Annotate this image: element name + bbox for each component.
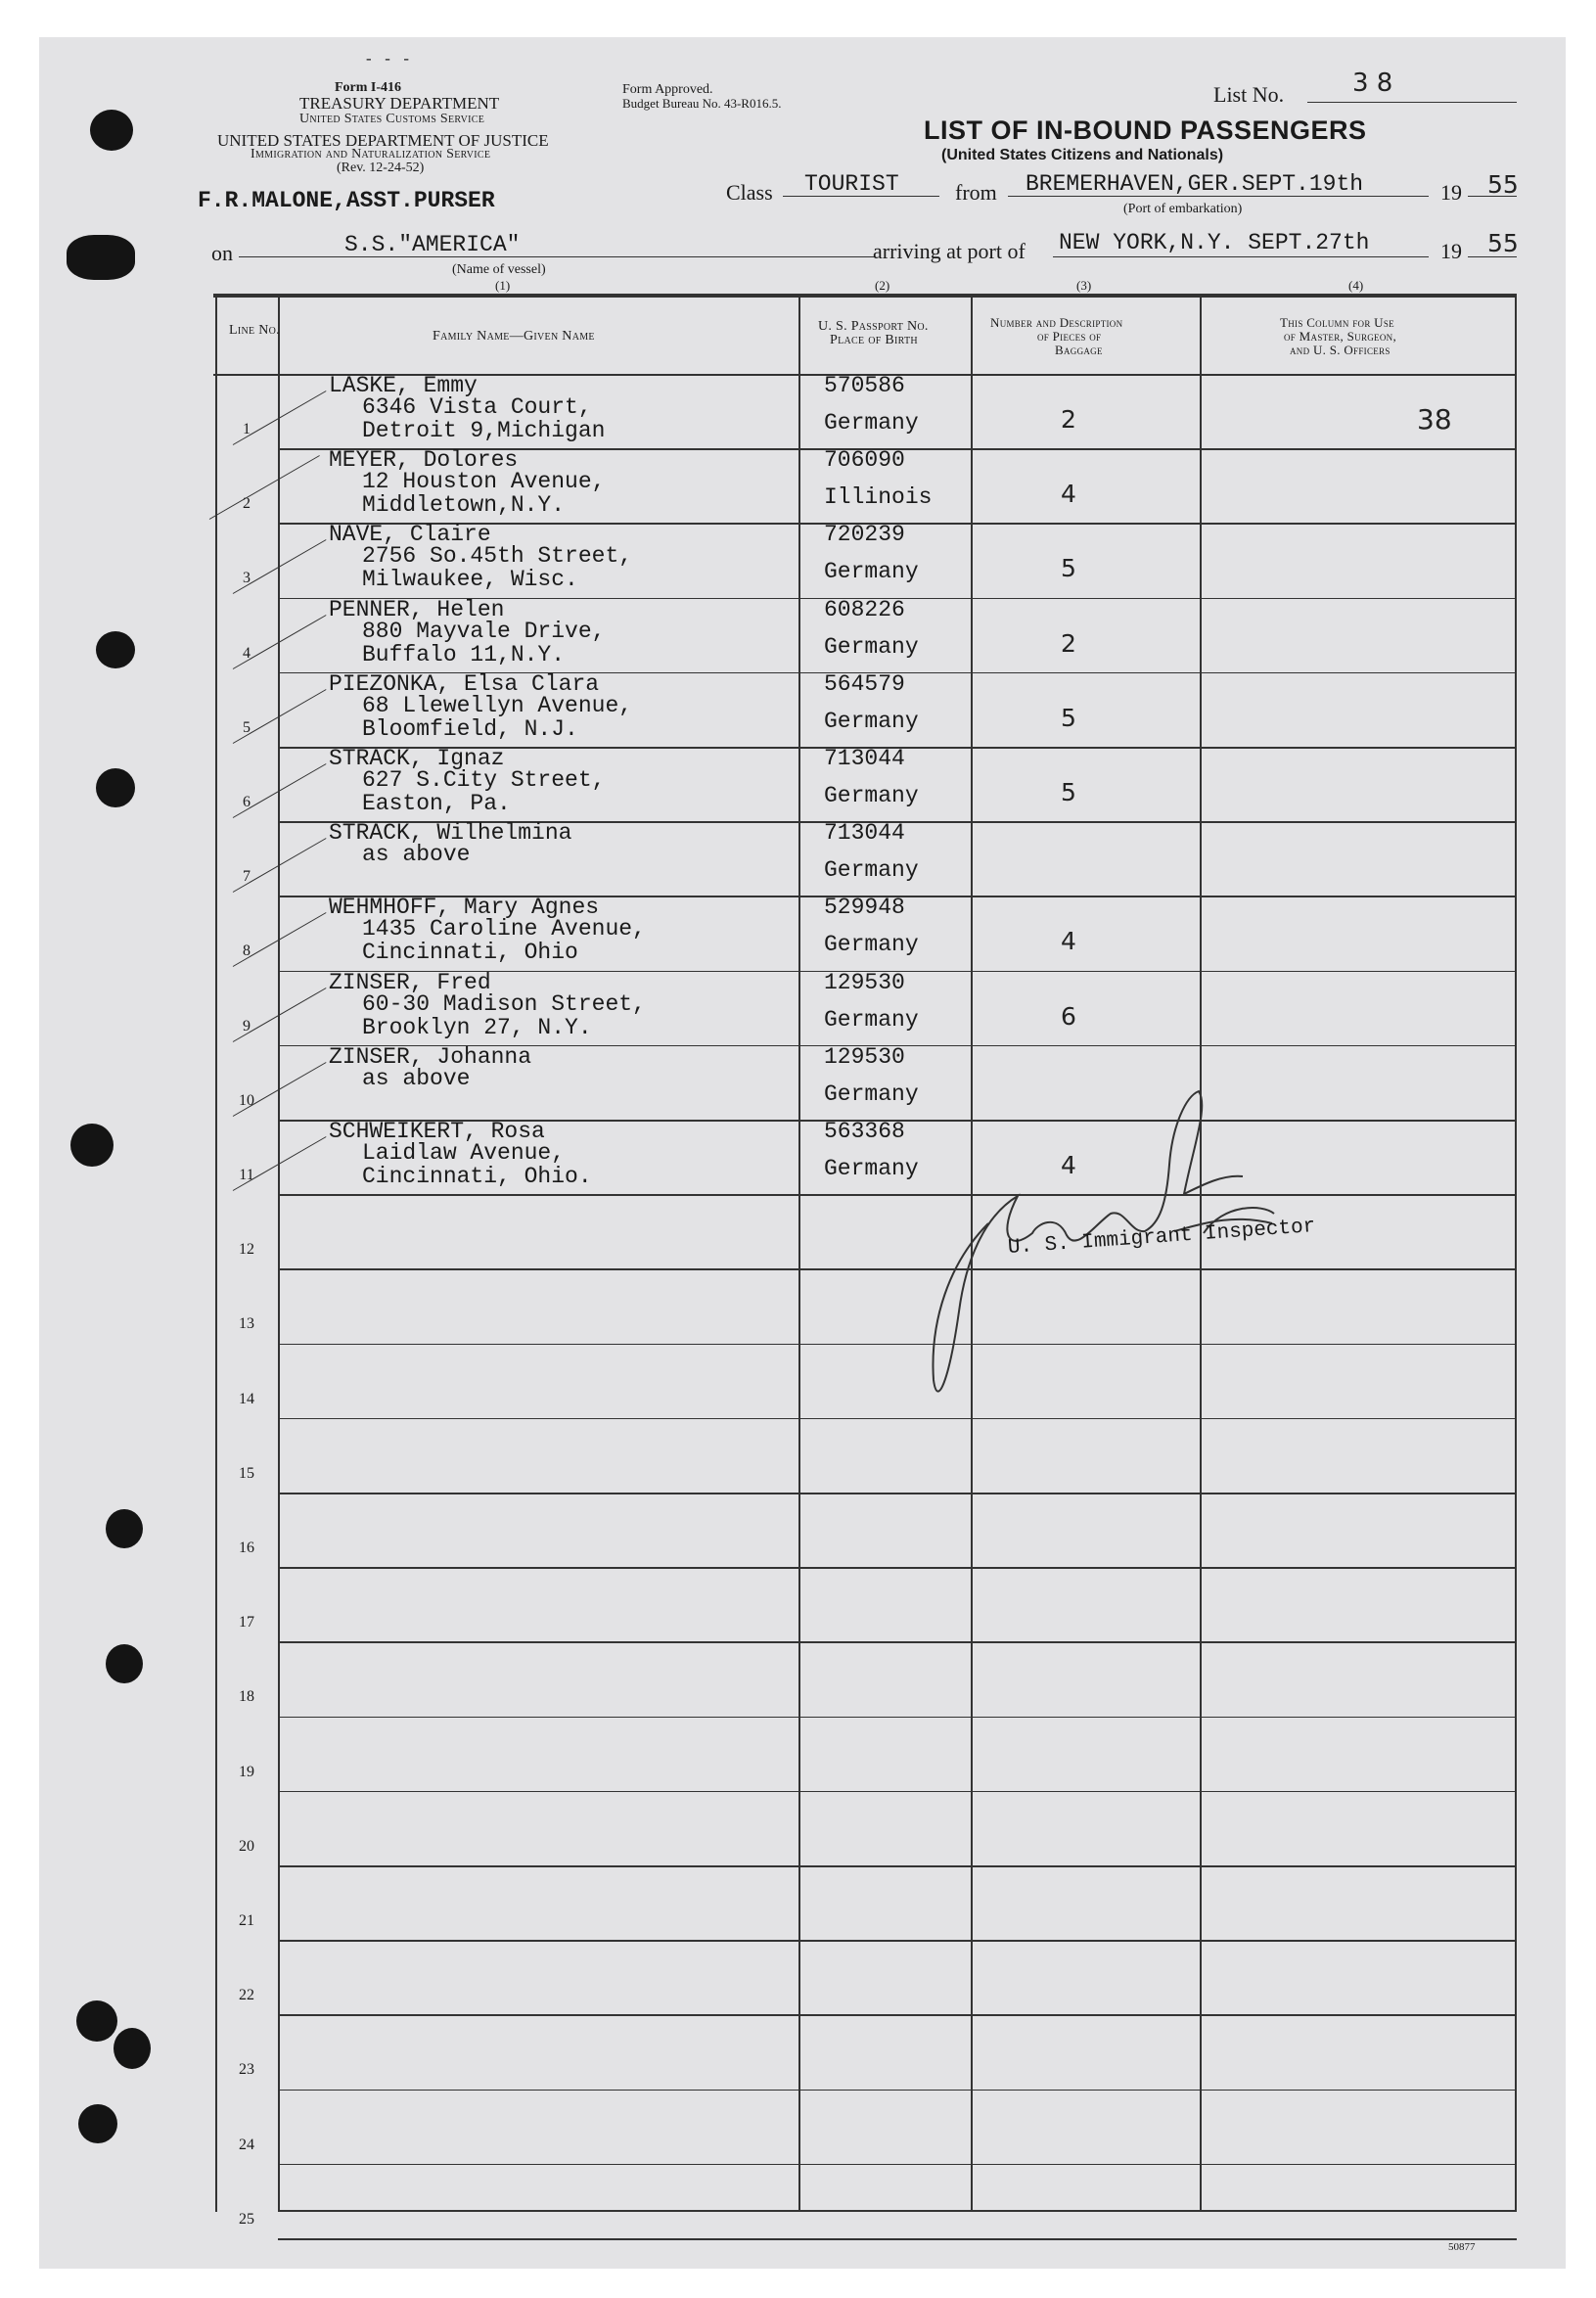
passenger-address-2: Cincinnati, Ohio bbox=[362, 940, 578, 966]
passenger-address-2: Middletown,N.Y. bbox=[362, 492, 566, 519]
on-label: on bbox=[211, 241, 233, 265]
passenger-address: Laidlaw Avenue, bbox=[362, 1140, 566, 1166]
place-of-birth: Germany bbox=[824, 857, 919, 884]
line-number: 15 bbox=[239, 1464, 254, 1482]
row-rule bbox=[278, 2164, 1517, 2166]
line-number: 3 bbox=[243, 570, 251, 587]
passenger-address: 12 Houston Avenue, bbox=[362, 469, 606, 495]
line-number: 2 bbox=[243, 495, 251, 513]
col-baggage-header-3: Baggage bbox=[1055, 343, 1103, 357]
class-label: Class bbox=[726, 180, 773, 205]
passenger-address: as above bbox=[362, 1065, 471, 1091]
list-no-label: List No. bbox=[1213, 82, 1285, 107]
line-number: 1 bbox=[243, 421, 251, 437]
place-of-birth: Germany bbox=[824, 633, 919, 660]
row-rule bbox=[278, 2014, 1517, 2016]
col2-number: (2) bbox=[875, 278, 890, 293]
baggage-count: 4 bbox=[1061, 480, 1076, 509]
page-title: LIST OF IN-BOUND PASSENGERS bbox=[924, 115, 1367, 145]
passenger-name: WEHMHOFF, Mary Agnes bbox=[329, 895, 600, 921]
purser-name: F.R.MALONE,ASST.PURSER bbox=[198, 188, 495, 213]
row-rule bbox=[278, 2238, 1517, 2240]
passport-number: 563368 bbox=[824, 1119, 905, 1144]
baggage-count: 5 bbox=[1061, 778, 1076, 806]
line-number: 18 bbox=[239, 1688, 254, 1706]
passenger-address: as above bbox=[362, 842, 471, 868]
baggage-count: 2 bbox=[1061, 628, 1076, 658]
year-value: 55 bbox=[1487, 170, 1519, 199]
baggage-count: 2 bbox=[1061, 405, 1076, 434]
inspector-stamp: U. S. Immigrant Inspector bbox=[1007, 1216, 1317, 1260]
passport-number: 713044 bbox=[824, 746, 905, 771]
col-baggage-header-2: of Pieces of bbox=[1037, 329, 1102, 344]
year2-prefix: 19 bbox=[1440, 239, 1462, 263]
embarkation-value: BREMERHAVEN,GER.SEPT.19th bbox=[1026, 171, 1364, 197]
header-dashes: - - - bbox=[364, 51, 412, 69]
passenger-address-2: Buffalo 11,N.Y. bbox=[362, 641, 566, 667]
passenger-address: 2756 So.45th Street, bbox=[362, 543, 633, 570]
line-number: 20 bbox=[239, 1837, 254, 1855]
place-of-birth: Germany bbox=[824, 410, 919, 436]
line-number: 16 bbox=[239, 1540, 254, 1556]
arriving-label: arriving at port of bbox=[873, 239, 1026, 263]
place-of-birth: Germany bbox=[824, 559, 919, 585]
col-officer-header: This Column for Use bbox=[1280, 315, 1394, 330]
line-number: 14 bbox=[239, 1390, 254, 1407]
line-number: 25 bbox=[239, 2210, 254, 2228]
col4-number: (4) bbox=[1348, 278, 1364, 293]
punch-hole bbox=[114, 2028, 151, 2069]
line-number: 19 bbox=[239, 1763, 254, 1780]
line-number: 8 bbox=[243, 942, 251, 960]
row-rule bbox=[278, 1641, 1517, 1643]
punch-hole bbox=[67, 235, 135, 280]
line-number: 21 bbox=[239, 1912, 254, 1929]
punch-hole bbox=[96, 631, 135, 668]
passenger-address: 6346 Vista Court, bbox=[362, 394, 592, 420]
line-number: 10 bbox=[239, 1091, 254, 1109]
passport-number: 720239 bbox=[824, 522, 905, 548]
passenger-name: ZINSER, Johanna bbox=[329, 1043, 532, 1070]
place-of-birth: Germany bbox=[824, 1006, 919, 1033]
vessel-value: S.S."AMERICA" bbox=[344, 232, 521, 257]
form-approved: Form Approved. bbox=[622, 82, 713, 97]
passenger-address-2: Easton, Pa. bbox=[362, 791, 511, 816]
line-number: 23 bbox=[239, 2061, 254, 2079]
treasury-department: TREASURY DEPARTMENT bbox=[299, 94, 500, 113]
line-number: 11 bbox=[239, 1167, 254, 1183]
col-birth-header: Place of Birth bbox=[830, 333, 918, 347]
page-subtitle: (United States Citizens and Nationals) bbox=[941, 147, 1224, 163]
embarkation-caption: (Port of embarkation) bbox=[1123, 202, 1243, 216]
passport-number: 608226 bbox=[824, 596, 905, 622]
ins-service: Immigration and Naturalization Service bbox=[251, 147, 491, 161]
passenger-address: 627 S.City Street, bbox=[362, 767, 606, 793]
passenger-name: SCHWEIKERT, Rosa bbox=[329, 1119, 545, 1144]
passport-number: 570586 bbox=[824, 373, 905, 398]
punch-hole bbox=[70, 1124, 114, 1167]
place-of-birth: Illinois bbox=[824, 484, 933, 511]
passenger-address: 68 Llewellyn Avenue, bbox=[362, 692, 633, 718]
punch-hole bbox=[96, 768, 135, 807]
passenger-name: NAVE, Claire bbox=[329, 522, 491, 548]
col-line-no-header: Line No. bbox=[229, 323, 280, 338]
line-number: 17 bbox=[239, 1614, 254, 1632]
passenger-address: 880 Mayvale Drive, bbox=[362, 618, 606, 644]
row-rule bbox=[278, 1940, 1517, 1942]
from-label: from bbox=[955, 180, 997, 205]
row-rule bbox=[278, 1717, 1517, 1719]
passport-number: 129530 bbox=[824, 1043, 905, 1070]
place-of-birth: Germany bbox=[824, 1080, 919, 1107]
punch-hole bbox=[76, 2000, 117, 2042]
baggage-count: 5 bbox=[1061, 703, 1076, 732]
passenger-address-2: Brooklyn 27, N.Y. bbox=[362, 1014, 592, 1040]
punch-hole bbox=[106, 1509, 143, 1548]
passport-number: 713044 bbox=[824, 820, 905, 847]
line-number: 4 bbox=[243, 644, 251, 662]
passenger-name: PIEZONKA, Elsa Clara bbox=[329, 670, 600, 697]
line-number: 22 bbox=[239, 1987, 254, 2004]
line-number: 9 bbox=[243, 1017, 251, 1034]
row-rule bbox=[278, 1567, 1517, 1569]
passenger-address-2: Cincinnati, Ohio. bbox=[362, 1164, 592, 1189]
passenger-name: PENNER, Helen bbox=[329, 596, 505, 622]
col-officer-header-2: of Master, Surgeon, bbox=[1284, 329, 1396, 344]
passenger-name: MEYER, Dolores bbox=[329, 447, 519, 474]
passenger-address-2: Bloomfield, N.J. bbox=[362, 715, 578, 742]
line-number: 7 bbox=[243, 868, 251, 886]
baggage-count: 4 bbox=[1061, 927, 1076, 956]
passenger-name: STRACK, Ignaz bbox=[329, 746, 505, 771]
line-number: 24 bbox=[239, 2136, 254, 2153]
form-revision: (Rev. 12-24-52) bbox=[337, 161, 425, 175]
passenger-address-2: Milwaukee, Wisc. bbox=[362, 567, 578, 593]
budget-bureau: Budget Bureau No. 43-R016.5. bbox=[622, 96, 782, 111]
col-name-header: Family Name—Given Name bbox=[433, 329, 595, 344]
row-rule bbox=[278, 1791, 1517, 1793]
officer-mark: 38 bbox=[1417, 403, 1452, 436]
footer-code: 50877 bbox=[1448, 2241, 1476, 2253]
year-prefix: 19 bbox=[1440, 180, 1462, 205]
col-passport-header: U. S. Passport No. bbox=[818, 319, 929, 334]
list-no-value: 3 8 bbox=[1352, 69, 1393, 98]
col3-number: (3) bbox=[1076, 278, 1092, 293]
passenger-address-2: Detroit 9,Michigan bbox=[362, 418, 606, 443]
row-rule bbox=[278, 1418, 1517, 1420]
line-number: 6 bbox=[243, 794, 251, 810]
col-officer-header-3: and U. S. Officers bbox=[1290, 343, 1391, 357]
punch-hole bbox=[90, 110, 133, 151]
baggage-count: 4 bbox=[1061, 1151, 1076, 1179]
passport-number: 706090 bbox=[824, 447, 905, 474]
passport-number: 129530 bbox=[824, 969, 905, 995]
line-number: 5 bbox=[243, 718, 251, 736]
place-of-birth: Germany bbox=[824, 1156, 919, 1181]
place-of-birth: Germany bbox=[824, 932, 919, 958]
row-rule bbox=[278, 1493, 1517, 1494]
passenger-name: LASKE, Emmy bbox=[329, 373, 478, 398]
department-of-justice: UNITED STATES DEPARTMENT OF JUSTICE bbox=[217, 131, 549, 150]
class-value: TOURIST bbox=[804, 171, 899, 197]
vessel-caption: (Name of vessel) bbox=[452, 262, 546, 277]
passport-number: 529948 bbox=[824, 895, 905, 921]
place-of-birth: Germany bbox=[824, 783, 919, 808]
line-number: 13 bbox=[239, 1315, 254, 1333]
passenger-name: STRACK, Wilhelmina bbox=[329, 820, 572, 847]
place-of-birth: Germany bbox=[824, 708, 919, 734]
form-number: Form I-416 bbox=[335, 80, 402, 95]
punch-hole bbox=[106, 1644, 143, 1683]
passenger-name: ZINSER, Fred bbox=[329, 969, 491, 995]
punch-hole bbox=[78, 2104, 117, 2143]
passenger-address: 60-30 Madison Street, bbox=[362, 990, 646, 1017]
passport-number: 564579 bbox=[824, 670, 905, 697]
year2-value: 55 bbox=[1487, 229, 1519, 257]
line-number: 12 bbox=[239, 1241, 254, 1259]
col-baggage-header: Number and Description bbox=[990, 315, 1123, 330]
baggage-count: 5 bbox=[1061, 554, 1076, 583]
customs-service: United States Customs Service bbox=[299, 112, 485, 126]
col1-number: (1) bbox=[495, 278, 511, 293]
baggage-count: 6 bbox=[1061, 1001, 1076, 1031]
passenger-address: 1435 Caroline Avenue, bbox=[362, 916, 646, 942]
row-rule bbox=[278, 2090, 1517, 2091]
row-rule bbox=[278, 1865, 1517, 1867]
arrival-value: NEW YORK,N.Y. SEPT.27th bbox=[1059, 230, 1370, 255]
